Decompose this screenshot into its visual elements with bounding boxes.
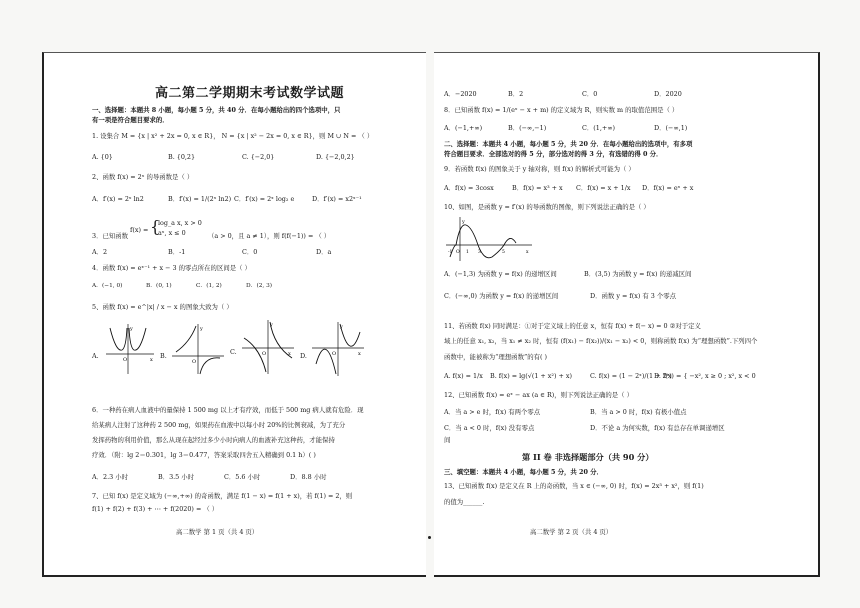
q3-brace: { [150,217,161,236]
q3-piece-2: aˣ, x ≤ 0 [158,229,186,237]
section-1-heading-cont: 有一项是符合题目要求的． [92,116,169,124]
q8-option-a: A．(−1,+∞) [444,124,483,132]
q5-graph-a [104,322,156,376]
page-1-footer: 高二数学 第 1 页（共 4 页） [176,528,259,536]
q6-option-d: D．8.8 小时 [290,473,327,481]
q12-stem: 12、已知函数 f(x) = eˣ − ax (a ∈ R)，则下列说法正确的是（ ） [444,391,633,399]
q12-option-a: A．当 a > e 时，f(x) 有两个零点 [444,408,541,416]
q10-option-d: D．函数 y = f(x) 有 3 个零点 [590,292,677,300]
q6-line-3: 发挥药物的利用价值，那么从现在起经过多少小时向病人的血液补充这种药，才能保持 [92,436,335,444]
exam-page-2 [434,52,820,577]
q10-tick-5: 5 [502,250,505,255]
q5-d-axis-x: x [358,351,361,357]
q2-stem: 2、函数 f(x) = 2ˣ 的导函数是（ ） [92,173,194,181]
part-2-heading: 第 II 卷 非选择题部分（共 90 分） [522,452,654,462]
q4-option-d: D．(2, 3) [246,283,273,289]
q10-stem: 10、如图，是函数 y = f′(x) 的导函数的图像，则下列说法正确的是（ ） [444,203,650,211]
q13-line-1: 13、已知函数 f(x) 是定义在 R 上的奇函数，当 x ∈ (−∞, 0) 时，f(x) = 2x³ + x²，则 f(1) [444,482,704,490]
section-1-heading: 一、选择题：本题共 8 小题，每小题 5 分，共 40 分．在每小题给出的四个选项中，只 [92,106,341,114]
q5-c-axis-y: y [270,322,273,328]
q5-d-origin: O [332,351,337,357]
q3-option-b: B．-1 [168,248,186,256]
q5-option-d: D. [300,352,307,360]
q4-option-c: C．(1, 2) [196,283,222,289]
q9-stem: 9．若函数 f(x) 的图象关于 y 轴对称，则 f(x) 的解析式可能为（ ） [444,165,635,173]
q5-b-origin: O [192,359,197,365]
q2-option-d: D．f′(x) = x2ˣ⁻¹ [312,195,362,203]
q6-line-1: 6．一种药在病人血液中的量保持 1 500 mg 以上才有疗效，而低于 500 mg 病人就有危险．现 [92,406,364,414]
q1-option-c: C. {−2,0} [242,153,275,161]
q8-option-c: C．(1,+∞) [582,124,616,132]
q11-line-2: 域上的任意 x₁, x₂，当 x₁ ≠ x₂ 时，恒有 (f(x₁) − f(x₂))/(x₁ − x₂) < 0，则称函数 f(x) 为“理想函数”.下列四个 [444,337,758,345]
q5-option-c: C. [230,348,237,356]
q2-option-a: A．f′(x) = 2ˣ ln2 [92,195,144,203]
q3-piece-1: log_a x, x > 0 [158,219,202,227]
q11-line-3: 函数中，能被称为“理想函数”的有( ) [444,353,548,361]
q1-option-b: B. {0,2} [168,153,196,161]
q3-condition: （a > 0，且 a ≠ 1），则 f(f(−1)) = （ ） [208,232,331,240]
q10-derivative-graph [444,215,534,263]
q5-a-axis-y: y [130,326,133,332]
q5-d-axis-y: y [340,324,343,330]
q10-tick-origin: O [456,250,460,255]
q11-option-d: D. f(x) = { −x², x ≥ 0 ; x², x < 0 [654,372,756,380]
q12-option-b: B．当 a > 0 时，f(x) 有极小值点 [590,408,687,416]
q10-option-c: C．(−∞,0) 为函数 y = f(x) 的递增区间 [444,292,559,300]
q7-option-d: D．2020 [654,90,682,98]
q7-line-1: 7、已知 f(x) 是定义域为 (−∞,+∞) 的奇函数，满足 f(1 − x) = f(1 + x)，若 f(1) = 2，则 [92,492,353,500]
q9-option-a: A．f(x) = 3cosx [444,184,494,192]
q11-option-c: C. f(x) = (1 − 2ˣ)/(1 + 2ˣ) [590,372,672,380]
q5-graph-d [310,320,366,378]
q1-stem: 1. 设集合 M = {x | x² + 2x = 0, x ∈ R}， N = {x | x² − 2x = 0, x ∈ R}，则 M ∪ N = （ ） [92,132,374,140]
q8-option-b: B．(−∞,−1) [508,124,547,132]
section-3-heading: 三、填空题：本题共 4 小题，每小题 5 分，共 20 分． [444,468,603,476]
q12-option-d: D．不论 a 为何实数，f(x) 有总存在单调递增区 [590,424,725,432]
q3-label: 3．已知函数 [92,232,129,240]
q10-option-b: B．(3,5) 为函数 y = f(x) 的递减区间 [584,270,692,278]
q9-option-c: C．f(x) = x + 1/x [576,184,631,192]
q7-option-b: B．2 [508,90,524,98]
q9-option-b: B．f(x) = x³ + x [512,184,563,192]
q4-stem: 4．函数 f(x) = eˣ⁻¹ + x − 3 的零点所在的区间是（ ） [92,264,251,272]
q10-tick-neg1: -1 [448,250,453,255]
q10-axis-x: x [526,250,529,255]
q5-c-origin: O [262,351,267,357]
q6-option-c: C．5.6 小时 [224,473,261,481]
page-2-footer: 高二数学 第 2 页（共 4 页） [530,528,613,536]
q3-option-c: C．0 [242,248,258,256]
q1-option-a: A. {0} [92,153,113,161]
q6-option-a: A．2.3 小时 [92,473,128,481]
q10-tick-1: 1 [466,250,469,255]
q2-option-c: C．f′(x) = 2ˣ log₂ e [234,195,295,203]
q5-a-axis-x: x [150,357,153,363]
q7-option-c: C．0 [582,90,598,98]
q5-option-b: B. [160,352,167,360]
q5-a-origin: O [123,357,128,363]
q11-line-1: 11、若函数 f(x) 同时满足：①对于定义域上的任意 x，恒有 f(x) + f(− x) = 0 ②对于定义 [444,322,701,330]
q4-option-b: B．(0, 1) [146,283,172,289]
q12-option-d-cont: 间 [444,436,451,444]
q5-option-a: A. [92,352,99,360]
q8-stem: 8．已知函数 f(x) = 1/(eˣ − x + m) 的定义域为 R，则实数 m 的取值范围是（ ） [444,106,679,114]
q10-option-a: A．(−1,3) 为函数 y = f(x) 的递增区间 [444,270,557,278]
q5-stem: 5、函数 f(x) = e^|x| / x − x 的图象大致为（ ） [92,303,233,311]
scan-speck [428,536,431,539]
section-2-heading: 二、选择题：本题共 4 小题，每小题 5 分，共 20 分．在每小题给出的选项中，有多项 [444,140,693,148]
q2-option-b: B．f′(x) = 1/(2ˣ ln2) [168,195,232,203]
q7-line-2: f(1) + f(2) + f(3) + ⋯ + f(2020) = （ ） [92,505,219,513]
q11-option-a: A. f(x) = 1/x [444,372,483,380]
q7-option-a: A．−2020 [444,90,477,98]
q5-b-axis-y: y [200,326,203,332]
q1-option-d: D. {−2,0,2} [316,153,355,161]
q5-graph-b [170,322,226,376]
q9-option-d: D．f(x) = eˣ + x [642,184,694,192]
q5-c-axis-x: x [288,351,291,357]
q6-option-b: B．3.5 小时 [158,473,195,481]
exam-title: 高二第二学期期末考试数学试题 [155,86,345,101]
section-2-heading-cont: 符合题目要求．全部选对的得 5 分，部分选对的得 3 分，有选错的得 0 分． [444,150,663,158]
q4-option-a: A．(−1, 0) [92,283,123,289]
q6-line-4: 疗效．（附：lg 2＝0.301，lg 3＝0.477，答案采取四舍五入精确到 0.1 h）( ) [92,451,316,459]
q11-option-b: B. f(x) = lg(√(1 + x²) + x) [490,372,572,380]
q10-axis-y: y [462,219,465,225]
q8-option-d: D．(−∞,1) [654,124,688,132]
q3-option-a: A．2 [92,248,108,256]
q13-line-2: 的值为______. [444,498,485,506]
q3-fx: f(x) = [130,226,149,234]
q5-graph-c [240,318,296,376]
q10-tick-3: 3 [478,250,481,255]
q6-line-2: 给某病人注射了这种药 2 500 mg，如果药在血液中以每小时 20%的比例衰减，为了充分 [92,421,346,429]
q12-option-c: C．当 a < 0 时，f(x) 没有零点 [444,424,535,432]
q3-option-d: D．a [316,248,332,256]
